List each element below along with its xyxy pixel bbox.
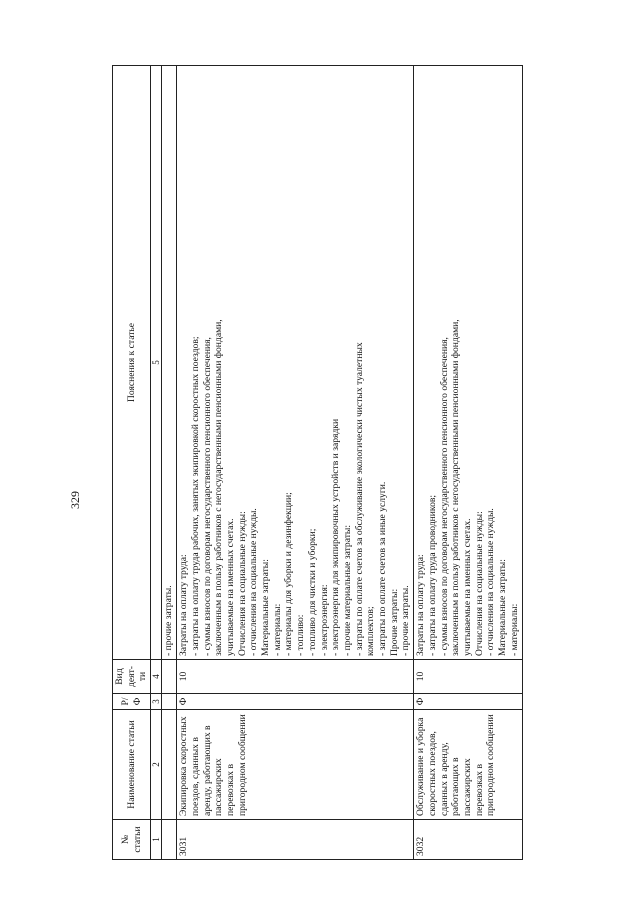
continuation-row (162, 66, 177, 860)
note-line: - затраты на оплату труда рабочих, занятых экипировкой скоростных поездов; (189, 336, 201, 656)
page-number: 329 (68, 491, 82, 509)
row-name: Обслуживание и уборка скоростных поездов, сданных в аренду, работающих в пассажирских перевозках в пригородном сообщении (414, 710, 522, 820)
note-line: учитываемые на именных счетах. (461, 518, 473, 656)
note-line: - материалы: (271, 603, 283, 656)
empty-cell (162, 660, 177, 694)
note-line: - прочие материальные затраты: (341, 524, 353, 656)
note-line: учитываемые на именных счетах. (224, 518, 236, 656)
table-row (177, 66, 414, 860)
header-name: Наименование статьи (113, 710, 151, 820)
note-line: - прочие затраты. (400, 585, 412, 656)
row-activity: 10 (414, 660, 522, 694)
row-number: 3032 (414, 820, 522, 860)
note-line: заключенным в пользу работников с негосударственными пенсионными фондами, (213, 319, 225, 656)
column-number: 3 (151, 694, 162, 710)
row-rf: Ф (177, 694, 414, 710)
rotated-table-container (112, 65, 520, 860)
column-number-row (151, 66, 162, 860)
empty-cell (162, 694, 177, 710)
note-line: - отчисления на социальные нужды. (485, 508, 497, 656)
note-line: Отчисления на социальные нужды: (473, 511, 485, 656)
note-line: - топливо для чистки и уборки; (306, 528, 318, 656)
column-number: 1 (151, 820, 162, 860)
table-row (414, 66, 522, 860)
note-line: - суммы взносов по договорам негосударственного пенсионного обеспечения, (201, 337, 213, 656)
empty-cell (162, 710, 177, 820)
note-line: комплектов; (365, 606, 377, 656)
row-number: 3031 (177, 820, 414, 860)
note-line: - затраты по оплате счетов за обслуживание экологически чистых туалетных (353, 342, 365, 656)
note-line: - электроэнергия: (318, 584, 330, 656)
column-number: 2 (151, 710, 162, 820)
continuation-text: - прочие затраты. (162, 66, 177, 660)
note-line: - электроэнергия для экипировочных устройств и зарядки (330, 418, 342, 656)
cost-items-table (112, 65, 523, 860)
row-notes (177, 66, 414, 660)
empty-cell (162, 820, 177, 860)
note-line: - материалы для уборки и дезинфекции; (283, 492, 295, 656)
row-name: Экипировка скоростных поездов, сданных в аренду, работающих в пассажирских перевозках в пригородном сообщении (177, 710, 414, 820)
note-line: - затраты на оплату труда проводников; (426, 494, 438, 656)
header-notes: Пояснения к статье (113, 66, 151, 660)
note-line: Затраты на оплату труда: (415, 554, 427, 656)
note-line: Прочие затраты: (388, 588, 400, 656)
note-line: Затраты на оплату труда: (178, 554, 190, 656)
header-row (113, 66, 151, 860)
note-line: Материальные затраты: (260, 559, 272, 656)
note-line: заключенным в пользу работников с негосударственными пенсионными фондами, (450, 319, 462, 656)
note-line: - топливо: (295, 614, 307, 656)
row-activity: 10 (177, 660, 414, 694)
note-line: Отчисления на социальные нужды: (236, 511, 248, 656)
column-number: 5 (151, 66, 162, 660)
note-line: - материалы: (508, 603, 520, 656)
note-line: - отчисления на социальные нужды. (248, 508, 260, 656)
column-number: 4 (151, 660, 162, 694)
note-line: - суммы взносов по договорам негосударственного пенсионного обеспечения, (438, 337, 450, 656)
header-num: № статьи (113, 820, 151, 860)
note-line: - затраты по оплате счетов за иные услуги. (377, 481, 389, 656)
header-rf: Р/ Ф (113, 694, 151, 710)
row-rf: Ф (414, 694, 522, 710)
header-activity: Вид деят-ти (113, 660, 151, 694)
note-line: Материальные затраты: (497, 559, 509, 656)
row-notes (414, 66, 522, 660)
